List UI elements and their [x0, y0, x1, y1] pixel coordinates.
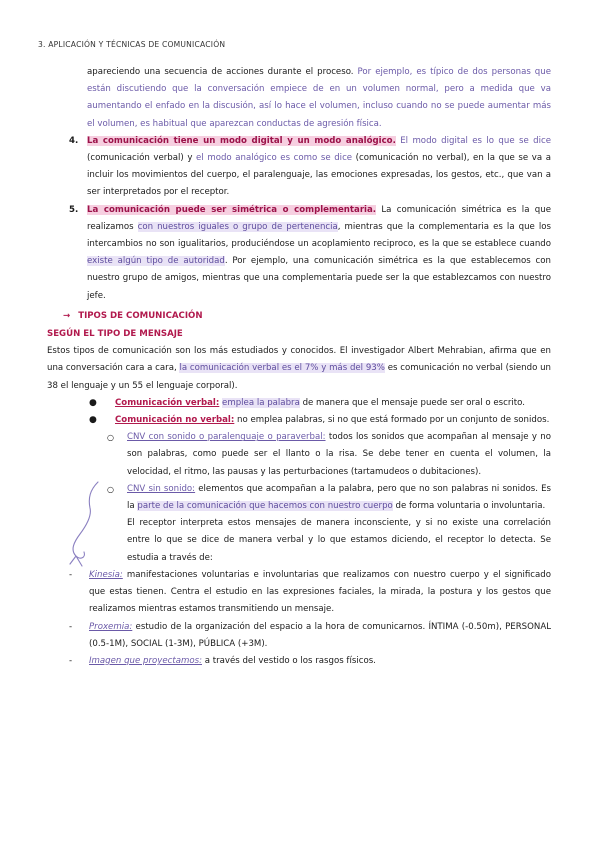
- image-text: a través del vestido o los rasgos físicos.: [202, 655, 376, 666]
- intro-text-1: Estos tipos de comunicación son los más estudiados y conocidos. El investigador Albert Mehrabian, afirma que en una conversación cara a cara,: [47, 346, 551, 374]
- types-heading: [49, 308, 551, 325]
- sub-item-silent-text-3: de forma voluntaria o involuntaria.: [392, 501, 546, 512]
- handwritten-scribble-icon: [60, 480, 110, 570]
- sub-item-silent-text-1: elementos que acompañan a la palabra, pero que no son palabras ni sonidos. Es la: [127, 483, 551, 512]
- numbered-item-4: [49, 133, 551, 202]
- bullet-nonverbal-label: Comunicación no verbal:: [115, 415, 235, 426]
- bullet-verbal-text-2: emplea la palabra: [222, 397, 300, 408]
- item-number: 5.: [69, 204, 79, 215]
- sub-item-silent: [49, 481, 551, 515]
- sub-item-silent-label: CNV sin sonido:: [127, 483, 196, 494]
- continued-paragraph: [49, 64, 551, 133]
- dash-icon: -: [69, 655, 73, 666]
- bullet-nonverbal-text: no emplea palabras, si no que está formado por un conjunto de sonidos.: [234, 415, 550, 426]
- bullet-verbal-label: Comunicación verbal:: [115, 397, 220, 408]
- intro-paragraph: [47, 343, 551, 395]
- proxemia-text: estudio de la organización del espacio a la hora de comunicarnos. ÍNTIMA (-0.50m), PERSONAL (0.5-1M), SOCIAL (1-3M), PÚBLICA (+3M).: [89, 621, 551, 649]
- bullet-icon: ●: [89, 397, 97, 408]
- bullet-verbal: [49, 395, 551, 412]
- document-body: [49, 64, 551, 670]
- item4-text-4: (comunicación no verbal), en la que se va a incluir los movimientos del cuerpo, el paralenguaje, las emociones expresadas, los gestos, etc., que van a ser interpretados por el receptor.: [87, 153, 551, 198]
- kinesia-label: Kinesia:: [89, 569, 123, 580]
- item5-heading: La comunicación puede ser simétrica o complementaria.: [87, 204, 377, 215]
- sub-item-paralanguage: [49, 429, 551, 481]
- bullet-icon: ●: [89, 415, 97, 426]
- cont-text-1: apareciendo una secuencia de acciones durante el proceso.: [87, 67, 354, 77]
- sub-item-paralanguage-label: CNV con sonido o paralenguaje o paraverbal:: [127, 432, 326, 443]
- item5-text-4: existe algún tipo de autoridad: [87, 256, 225, 267]
- intro-text-3: es comunicación no verbal (siendo un 38 el lenguaje y un 55 el lenguaje corporal).: [47, 363, 551, 391]
- types-heading-label: TIPOS DE COMUNICACIÓN: [78, 310, 203, 321]
- item5-text-3: , mientras que la complementaria es la que los intercambios no son igualitarios, produciéndose un acoplamiento reciproco, es la que se establece cuando: [87, 221, 551, 250]
- item4-text-2: (comunicación verbal) y: [87, 153, 197, 164]
- bullet-nonverbal: [49, 412, 551, 429]
- bullet-verbal-text-3: de manera que el mensaje puede ser oral o escrito.: [299, 397, 526, 408]
- sub-item-paralanguage-text: todos los sonidos que acompañan al mensaje y no son palabras, como puede ser el llanto o la risa. Se debe tener en cuenta el volumen, la velocidad, el ritmo, las pausas y las perturbaciones (tartamudeos o dubitaciones).: [127, 432, 551, 477]
- intro-text-2: la comunicación verbal es el 7% y más del 93%: [179, 363, 385, 374]
- item4-text-1: El modo digital es lo que se dice: [395, 135, 551, 146]
- item-number: 4.: [69, 135, 79, 146]
- dash-item-kinesia: [49, 567, 551, 619]
- numbered-item-5: [49, 202, 551, 305]
- arrow-icon: →: [63, 310, 71, 321]
- item5-text-1: La comunicación simétrica es la que realizamos: [87, 204, 551, 232]
- dash-icon: -: [69, 569, 73, 580]
- cont-text-2: Por ejemplo, es típico de dos personas que están discutiendo que la conversación empiece de en un volumen normal, pero a medida que va aumentando el enfado en la discusión, así lo hace el volumen, incluso cuando no se puede aumentar más el volumen, es habitual que aparezcan conductas de agresión física.: [87, 67, 551, 129]
- item5-text-2: con nuestros iguales o grupo de pertenencia: [137, 221, 338, 232]
- proxemia-label: Proxemia:: [89, 621, 133, 632]
- item4-text-3: el modo analógico es como se dice: [196, 153, 353, 164]
- dash-icon: -: [69, 621, 73, 632]
- receiver-paragraph: El receptor interpreta estos mensajes de manera inconsciente, y si no existe una correlación entre lo que se dice de manera verbal y lo que estamos diciendo, el receptor lo detecta. Se estudia a través de:: [127, 518, 551, 563]
- item5-text-5: . Por ejemplo, una comunicación simétrica es la que establecemos con nuestro grupo de amigos, mientras que una complementaria puede ser la que establezcamos con nuestro jefe.: [87, 256, 551, 301]
- circle-bullet-icon: ○: [107, 433, 114, 443]
- section-heading: SEGÚN EL TIPO DE MENSAJE: [47, 329, 183, 340]
- kinesia-text: manifestaciones voluntarias e involuntarias que realizamos con nuestro cuerpo y el significado que estas tienen. Centra el estudio en las expresiones faciales, la mirada, la postura y los gestos que realizamos mientras estamos transmitiendo un mensaje.: [89, 569, 551, 615]
- item4-heading: La comunicación tiene un modo digital y un modo analógico.: [87, 135, 396, 146]
- dash-item-proxemia: [49, 619, 551, 653]
- page-header: 3. APLICACIÓN Y TÉCNICAS DE COMUNICACIÓN: [38, 40, 226, 49]
- image-label: Imagen que proyectamos:: [89, 655, 202, 666]
- sub-item-silent-text-2: parte de la comunicación que hacemos con nuestro cuerpo: [137, 501, 393, 512]
- circle-bullet-icon: ○: [107, 484, 114, 494]
- dash-item-image: [49, 653, 551, 670]
